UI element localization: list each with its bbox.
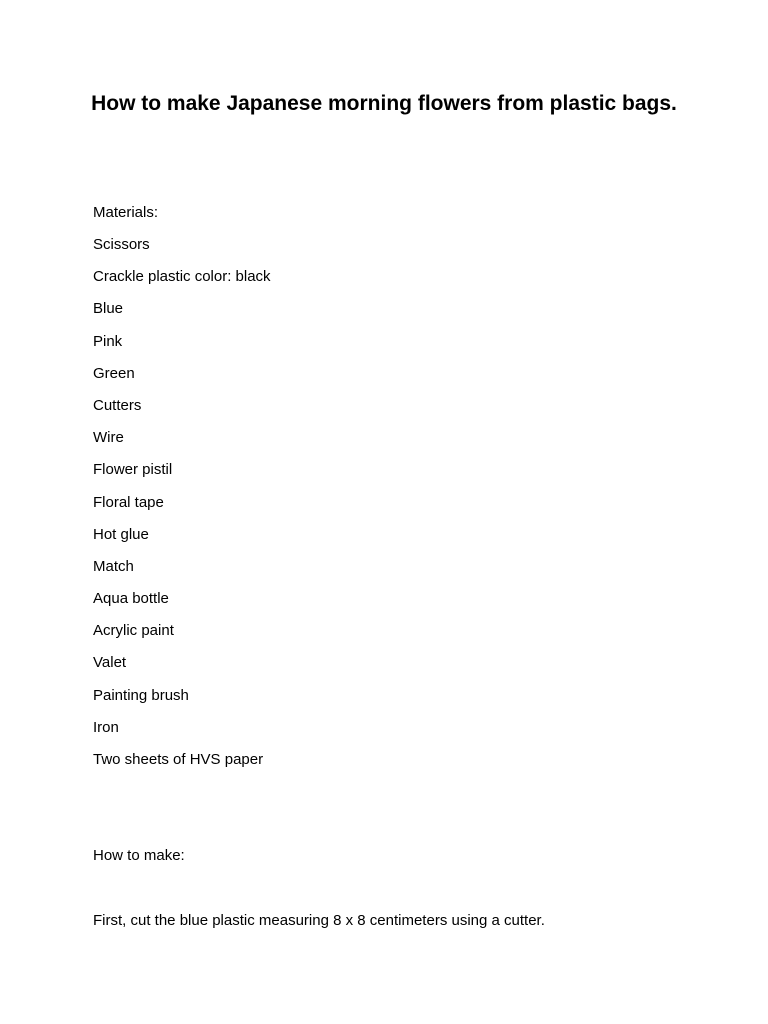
materials-heading: Materials: bbox=[93, 204, 159, 221]
material-item: Wire bbox=[93, 429, 124, 447]
material-item: Two sheets of HVS paper bbox=[93, 751, 264, 768]
step-paragraph: First, cut the blue plastic measuring 8 x 8 centimeters using a cutter. bbox=[93, 912, 545, 929]
materials-list bbox=[93, 235, 271, 782]
material-item: Scissors bbox=[93, 236, 150, 253]
document-title: How to make Japanese morning flowers from plastic bags. bbox=[91, 92, 677, 115]
material-item: Pink bbox=[93, 332, 123, 350]
material-item: Cutters bbox=[93, 396, 142, 414]
material-item: Painting brush bbox=[93, 686, 189, 704]
material-item: Aqua bottle bbox=[93, 590, 169, 608]
material-item: Floral tape bbox=[93, 493, 164, 511]
material-item: Flower pistil bbox=[93, 461, 173, 479]
material-item: Crackle plastic color: black bbox=[93, 268, 271, 286]
material-item: Blue bbox=[93, 300, 124, 318]
material-item: Green bbox=[93, 364, 135, 382]
how-to-make-heading: How to make: bbox=[93, 847, 185, 864]
material-item: Acrylic paint bbox=[93, 622, 174, 640]
material-item: Hot glue bbox=[93, 525, 149, 543]
material-item: Match bbox=[93, 557, 134, 575]
material-item: Iron bbox=[93, 718, 119, 736]
material-item: Valet bbox=[93, 654, 127, 672]
